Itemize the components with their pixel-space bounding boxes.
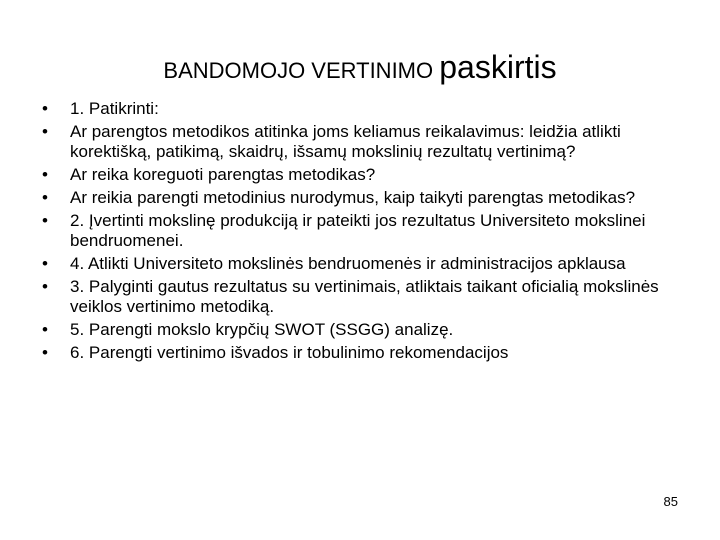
bullet-item-6: • 4. Atlikti Universiteto mokslinės bendruomenės ir administracijos apklausa — [42, 254, 682, 274]
bullet-item-4: • Ar reikia parengti metodinius nurodymus, kaip taikyti parengtas metodikas? — [42, 188, 682, 208]
bullet-item-5: • 2. Įvertinti mokslinę produkciją ir pateikti jos rezultatus Universiteto mokslinei bendruomenei. — [42, 211, 682, 251]
bullet-item-7: • 3. Palyginti gautus rezultatus su vertinimais, atliktais taikant oficialią mokslinės veiklos vertinimo metodiką. — [42, 277, 682, 317]
bullet-item-2: • Ar parengtos metodikos atitinka joms keliamus reikalavimus: leidžia atlikti korektišką, patikimą, skaidrų, išsamų mokslinių rezultatų vertinimą? — [42, 122, 682, 162]
bullet-item-8: • 5. Parengti mokslo krypčių SWOT (SSGG) analizę. — [42, 320, 682, 340]
bullet-item-1: • 1. Patikrinti: — [42, 99, 682, 119]
page-number: 85 — [663, 494, 678, 509]
bullet-list — [42, 99, 682, 366]
slide-title — [0, 48, 720, 86]
title-part-1: BANDOMOJO VERTINIMO — [163, 58, 440, 83]
title-part-2: paskirtis — [439, 49, 557, 85]
bullet-item-3: • Ar reika koreguoti parengtas metodikas? — [42, 165, 682, 185]
bullet-item-9: • 6. Parengti vertinimo išvados ir tobulinimo rekomendacijos — [42, 343, 682, 363]
